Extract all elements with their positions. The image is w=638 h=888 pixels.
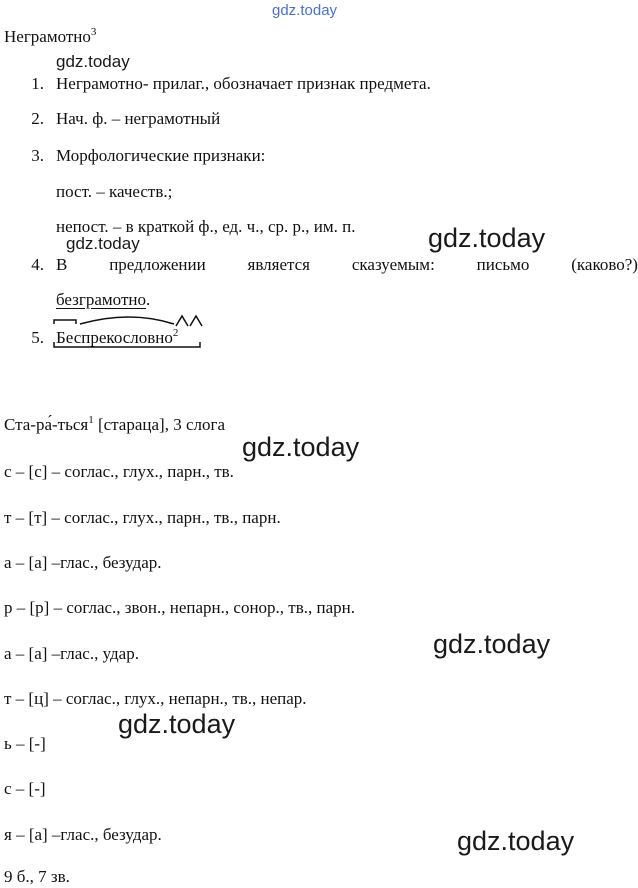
watermark: gdz.today — [66, 234, 140, 253]
watermark: gdz.today — [457, 826, 575, 856]
word: В — [56, 255, 68, 274]
phonetic-line: т – [ц] – соглас., глух., непарн., тв., непар. — [4, 689, 307, 708]
item-text: Нач. ф. – неграмотный — [56, 109, 221, 128]
word: сказуемым: — [351, 255, 435, 274]
prefix-mark — [54, 320, 76, 324]
heading-word: Неграмотно — [4, 27, 91, 46]
word-superscript: 2 — [172, 327, 179, 339]
phonetic-line: ь – [-] — [4, 734, 46, 753]
word: предложении — [109, 255, 206, 274]
item-number: 2. — [31, 109, 44, 128]
watermark-top: gdz.today — [272, 2, 338, 19]
heading-word: Ста-ра́-ться — [4, 415, 89, 434]
analyzed-word: Беспрекословно — [56, 328, 173, 347]
item-number: 5. — [31, 328, 44, 347]
item-subline: пост. – качеств.; — [56, 182, 173, 201]
item-number: 1. — [31, 74, 44, 93]
watermark: gdz.today — [56, 52, 130, 71]
word: письмо — [476, 255, 530, 274]
letter-sound-count: 9 б., 7 зв. — [4, 867, 70, 886]
phonetic-line: р – [р] – соглас., звон., непарн., сонор., тв., парн. — [4, 598, 355, 617]
heading-superscript: 3 — [90, 26, 97, 38]
item-continuation — [56, 290, 150, 310]
item-subline: непост. – в краткой ф., ед. ч., ср. р., им. п. — [56, 217, 356, 236]
heading-rest: [стараца], 3 слога — [93, 415, 226, 434]
section1-heading — [4, 27, 96, 47]
watermark: gdz.today — [428, 223, 546, 253]
item-text-justified — [56, 255, 638, 275]
root-arc — [80, 317, 174, 324]
suffix-mark — [190, 316, 202, 326]
item-text: Неграмотно- прилаг., обозначает признак предмета. — [56, 74, 431, 93]
watermark: gdz.today — [118, 709, 236, 739]
item-text: Морфологические признаки: — [56, 146, 266, 165]
heading-superscript: 1 — [88, 414, 94, 426]
watermark: gdz.today — [242, 432, 360, 462]
word: (каково?) — [571, 255, 638, 274]
phonetic-line: а – [а] –глас., удар. — [4, 644, 139, 663]
section2-heading — [4, 415, 225, 435]
suffix-mark — [176, 316, 188, 326]
phonetic-line: с – [с] – соглас., глух., парн., тв. — [4, 462, 234, 481]
word: является — [247, 255, 311, 274]
item-number: 3. — [31, 146, 44, 165]
phonetic-line: я – [а] –глас., безудар. — [4, 825, 162, 844]
punctuation: . — [145, 290, 151, 309]
phonetic-line: с – [-] — [4, 779, 46, 798]
item-text — [56, 328, 178, 348]
phonetic-line: т – [т] – соглас., глух., парн., тв., парн. — [4, 508, 281, 527]
watermark: gdz.today — [433, 629, 551, 659]
phonetic-line: а – [а] –глас., безудар. — [4, 553, 162, 572]
item-number: 4. — [31, 255, 44, 274]
underlined-word: безграмотно — [56, 290, 146, 309]
